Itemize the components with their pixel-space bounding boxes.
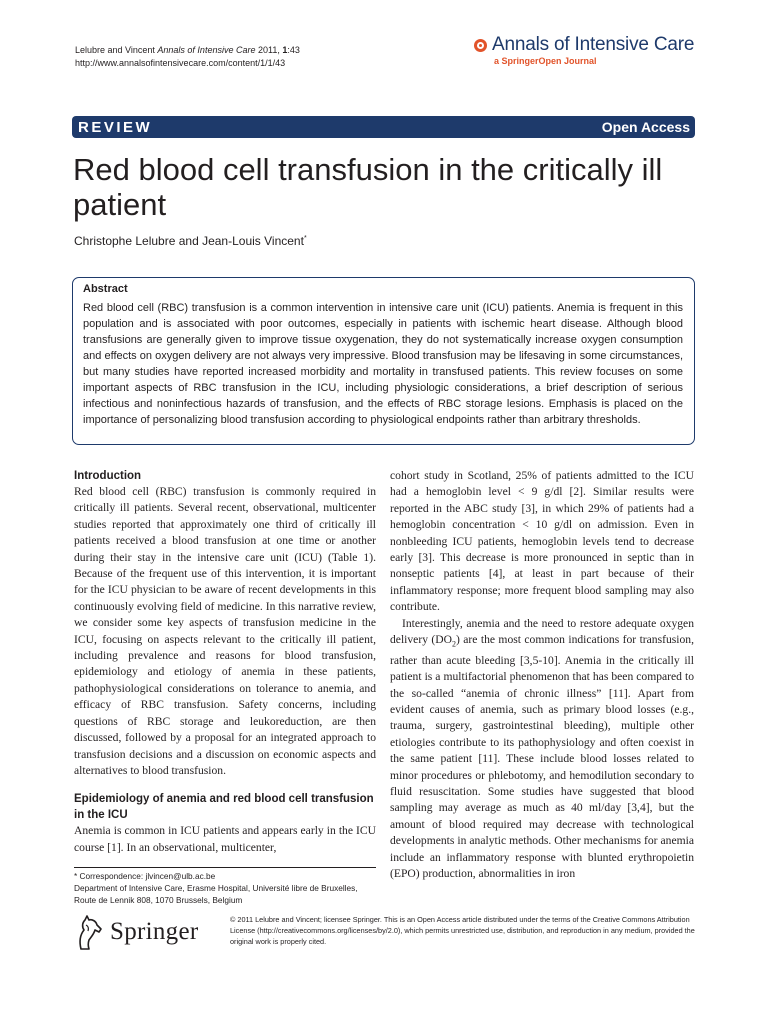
abstract-text: Red blood cell (RBC) transfusion is a common intervention in intensive care unit (ICU) patients. Anemia is frequent in this population and is associated with poor outcomes, especially in patients with ischemic heart disease. Although blood transfusions are generally given to improve tissue oxygenation, they do not systematically increase oxygen consumption and effects on oxygen delivery are not always very impressive. Blood transfusion may be lifesaving in some circumstances, but many studies have reported increased morbidity and mortality in transfused patients. This review focuses on some important aspects of RBC transfusion in the ICU, including physiologic considerations, a brief description of serious infectious and noninfectious hazards of transfusion, and the effects of RBC storage lesions. Emphasis is placed on the importance of personalizing blood transfusion according to physiological endpoints rather than arbitrary thresholds. (83, 302, 683, 426)
open-access-label: Open Access (601, 119, 690, 135)
epidemiology-paragraph: Anemia is common in ICU patients and appears early in the ICU course [1]. In an observational, multicenter, (74, 824, 376, 854)
abstract-heading: Abstract (83, 283, 128, 295)
citation-header (75, 44, 300, 70)
article-type-banner (72, 116, 695, 138)
author-mark: * (303, 235, 307, 242)
author-affiliation: Department of Intensive Care, Erasme Hospital, Université libre de Bruxelles, Route de Lennik 808, 1070 Brussels, Belgium (74, 883, 358, 905)
publisher-logo (74, 913, 199, 951)
citation-line: Lelubre and Vincent Annals of Intensive Care 2011, 1:43 (75, 45, 300, 55)
section-heading-epidemiology: Epidemiology of anemia and red blood cell transfusion in the ICU (74, 793, 374, 822)
citation-volume: 1 (282, 45, 288, 55)
publisher-name: Springer (110, 918, 199, 945)
journal-logo (474, 34, 696, 66)
body-paragraph: cohort study in Scotland, 25% of patients admitted to the ICU had a hemoglobin level < 9 g/dl [2]. Similar results were reported in the ABC study [3], in which 29% of patients had a hemoglobin concentration < 10 g/dl on admission. Even in nonbleeding ICU patients, hemoglobin levels tend to decrease early [3]. This decrease is more pronounced in septic than in nonseptic patients [4], at least in part because of their inflammatory response; more frequent blood sampling may also contribute. (390, 469, 694, 614)
journal-logo-icon (474, 39, 487, 52)
abstract-box (72, 277, 695, 445)
body-paragraph: Interestingly, anemia and the need to restore adequate oxygen delivery $(DO_2)$ are the most common indications for transfusion, rather than acute bleeding [3,5-10]. Anemia in the critically ill patient is a multifactorial phenomenon that has been compared to the so-called “anemia of chronic illness” [11]. Apart from evident causes of anemia, such as primary blood losses (e.g., trauma, surgery, gastrointestinal bleeding), multiple other etiologies contribute to its pathophysiology and often coexist in the same patient [11]. These include blood losses related to minor procedures or phlebotomy, and hemodilution secondary to fluid resuscitation. Some studies have suggested that blood sampling may average as much as 40 ml/day [3,4], but the amount of blood required may decrease with technological developments in analytic methods. Other mechanisms for anemia include an inflammatory response with blunted erythropoietin (EPO) production, abnormalities in iron (390, 616, 694, 881)
citation-journal: Annals of Intensive Care (157, 45, 256, 55)
citation-url[interactable]: http://www.annalsofintensivecare.com/content/1/1/43 (75, 58, 286, 68)
section-heading-introduction: Introduction (74, 470, 142, 482)
license-text: © 2011 Lelubre and Vincent; licensee Springer. This is an Open Access article distributed under the terms of the Creative Commons Attribution License (http://creativecommons.org/licenses/by/2.0), which permits unrestricted use, distribution, and reproduction in any medium, provided the original work is properly cited. (230, 915, 695, 946)
intro-paragraph: Red blood cell (RBC) transfusion is commonly required in critically ill patients. Several recent, observational, multicenter studies reported that approximately one third of critically ill patients received a blood transfusion at one time or another during their stay in the intensive care unit (ICU) (Table 1). Because of the frequent use of this intervention, it is important for the ICU physician to be aware of recent developments in this continuously evolving field of medicine. In this narrative review, we consider some key aspects of transfusion medicine in the ICU, focusing on aspects relevant to the critically ill patient, including prevalence and reasons for blood transfusion, epidemiology and etiology of anemia in these patients, pathophysiological considerations on tolerance to anemia, and efficacy of RBC transfusion. Safety concerns, including questions of RBC storage and leukoreduction, are then discussed, followed by a proposal for an integrated approach to transfusion decisions and a discussion on economic aspects and alternatives to blood transfusion. (74, 485, 376, 777)
springer-horse-icon (74, 913, 104, 951)
journal-subtitle: a SpringerOpen Journal (494, 56, 597, 66)
correspondence-email[interactable]: * Correspondence: jlvincen@ulb.ac.be (74, 871, 216, 881)
body-column-left (74, 468, 376, 856)
footnote-divider (74, 867, 376, 868)
journal-name: Annals of Intensive Care (492, 34, 695, 55)
footnote (74, 870, 380, 906)
article-type-label: REVIEW (78, 118, 153, 136)
article-authors: Christophe Lelubre and Jean-Louis Vincent* (74, 234, 307, 248)
article-title: Red blood cell transfusion in the critically ill patient (73, 152, 663, 222)
body-column-right (390, 468, 694, 882)
